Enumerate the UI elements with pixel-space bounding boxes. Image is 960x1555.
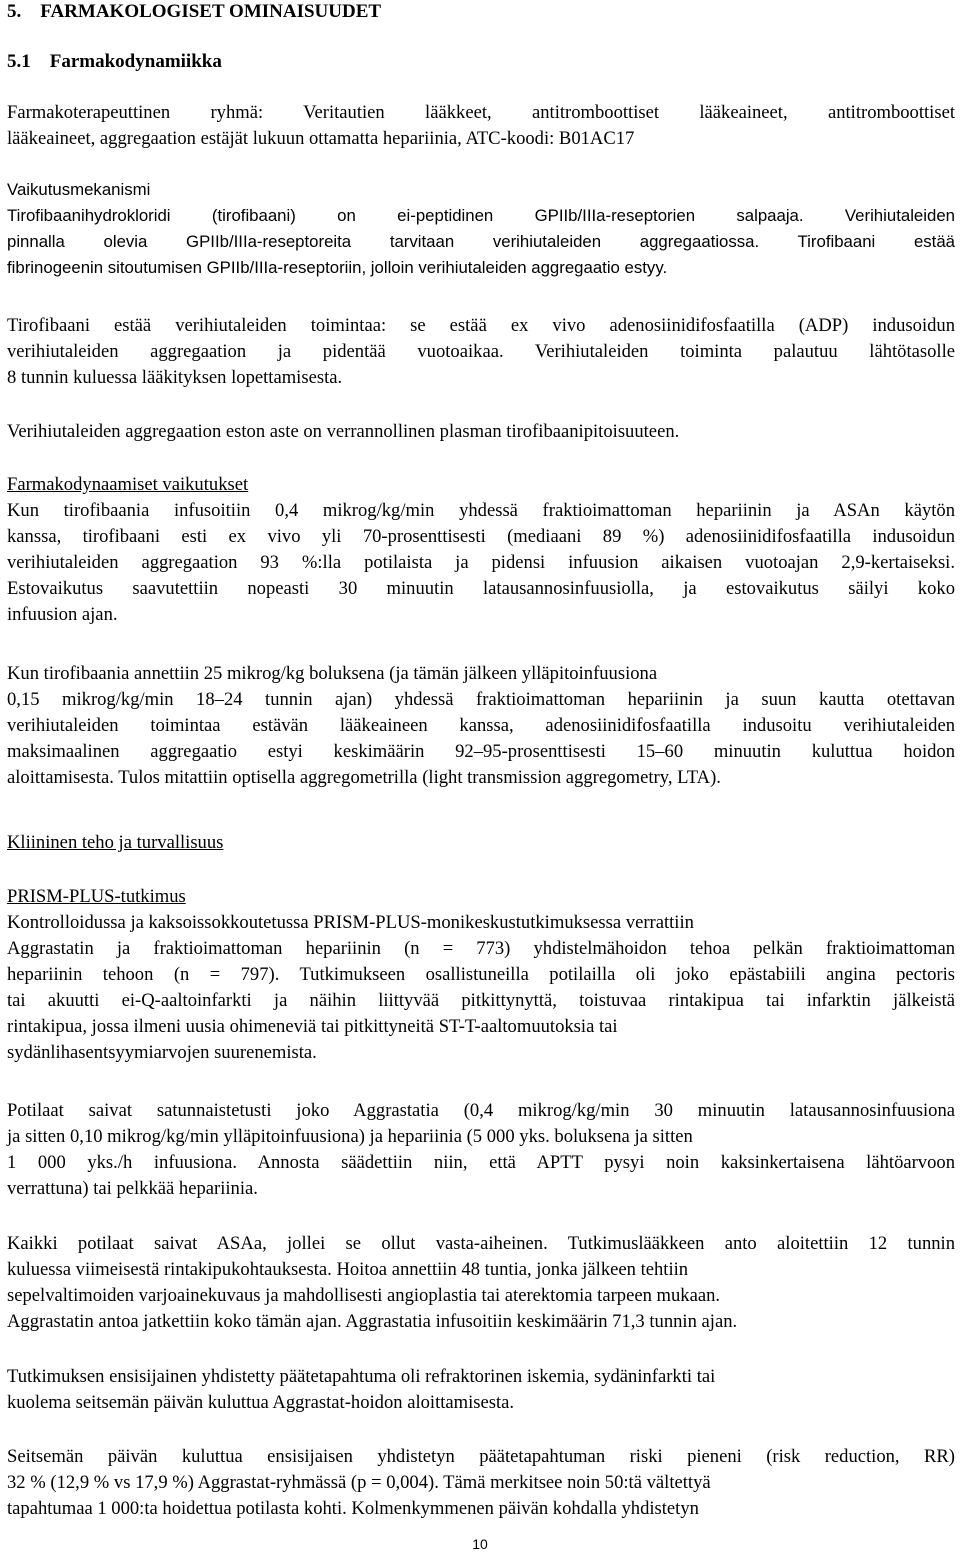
mechanism-section — [7, 177, 955, 281]
text-line: 0,15 mikrog/kg/min 18–24 tunnin ajan) yhdessä fraktioimattoman hepariinin ja suun kautta otettavan — [7, 689, 955, 710]
text-line: Kun tirofibaania infusoitiin 0,4 mikrog/kg/min yhdessä fraktioimattoman hepariinin ja ASAn käytön — [7, 500, 955, 521]
text-line: 8 tunnin kuluessa lääkityksen lopettamisesta. — [7, 367, 343, 388]
text-line: Aggrastatin ja fraktioimattoman hepariinin (n = 773) yhdistelmähoidon tehoa pelkän fraktioimattoman — [7, 938, 955, 959]
randomization-paragraph — [7, 1098, 955, 1202]
mechanism-title: Vaikutusmekanismi — [7, 180, 151, 199]
text-line: tapahtumaa 1 000:ta hoidettua potilasta kohti. Kolmenkymmenen päivän kohdalla yhdistetyn — [7, 1498, 699, 1519]
therapeutic-group-paragraph — [7, 100, 955, 152]
section-heading: 5. FARMAKOLOGISET OMINAISUUDET — [7, 1, 382, 22]
text-line: Aggrastatin antoa jatkettiin koko tämän ajan. Aggrastatia infusoitiin keskimäärin 71,3 tunnin ajan. — [7, 1311, 738, 1332]
text-line: Farmakoterapeuttinen ryhmä: Veritautien lääkkeet, antitromboottiset lääkeaineet, antitromboottiset — [7, 102, 955, 123]
clinical-heading-block — [7, 830, 955, 856]
text-line: tai akuutti ei-Q-aaltoinfarkti ja näihin liittyvää pitkittynyttä, toistuvaa rintakipua tai infarktin jälkeistä — [7, 990, 955, 1011]
text-line: hepariinin tehoon (n = 797). Tutkimukseen osallistuneilla potilailla oli joko epästabiili angina pectoris — [7, 964, 955, 985]
text-line: ja sitten 0,10 mikrog/kg/min ylläpitoinfuusiona) ja hepariinia (5 000 yks. boluksena ja sitten — [7, 1126, 693, 1147]
proportional-paragraph — [7, 419, 955, 445]
text-line: Potilaat saivat satunnaistetusti joko Aggrastatia (0,4 mikrog/kg/min 30 minuutin latausannosinfuusiona — [7, 1100, 955, 1121]
text-line: verrattuna) tai pelkkää hepariinia. — [7, 1178, 258, 1199]
text-line: Kontrolloidussa ja kaksoissokkoutetussa PRISM-PLUS-monikeskustutkimuksessa verrattiin — [7, 912, 694, 933]
pharmacodynamic-effects-section — [7, 472, 955, 628]
text-line: Tutkimuksen ensisijainen yhdistetty päätetapahtuma oli refraktorinen iskemia, sydäninfarkti tai — [7, 1366, 716, 1387]
text-line: 1 000 yks./h infuusiona. Annosta säädettiin niin, että APTT pysyi noin kaksinkertaisena lähtöarvoon — [7, 1152, 955, 1173]
text-line: verihiutaleiden aggregaation ja pidentää vuotoaikaa. Verihiutaleiden toiminta palautuu lähtötasolle — [7, 341, 955, 362]
text-line: Kun tirofibaania annettiin 25 mikrog/kg boluksena (ja tämän jälkeen ylläpitoinfuusiona — [7, 663, 658, 684]
text-line: 32 % (12,9 % vs 17,9 %) Aggrastat-ryhmässä (p = 0,004). Tämä merkitsee noin 50:tä vältettyä — [7, 1472, 711, 1493]
asa-paragraph — [7, 1231, 955, 1335]
text-line: kanssa, tirofibaani esti ex vivo yli 70-prosenttisesti (mediaani 89 %) adenosiinidifosfaatilla indusoidun — [7, 526, 955, 547]
text-line: fibrinogeenin sitoutumisen GPIIb/IIIa-reseptoriin, jolloin verihiutaleiden aggregaatio estyy. — [7, 258, 668, 277]
page-number: 10 — [472, 1536, 488, 1552]
text-line: infuusion ajan. — [7, 604, 118, 625]
text-line: Verihiutaleiden aggregaation eston aste on verrannollinen plasman tirofibaanipitoisuuteen. — [7, 421, 680, 442]
endpoint-paragraph — [7, 1364, 955, 1416]
pharmacodynamic-effects-title: Farmakodynaamiset vaikutukset — [7, 474, 249, 495]
prism-plus-section — [7, 884, 955, 1066]
text-line: kuluessa viimeisestä rintakipukohtauksesta. Hoitoa annettiin 48 tuntia, jonka jälkeen tehtiin — [7, 1259, 689, 1280]
prism-plus-title: PRISM-PLUS-tutkimus — [7, 886, 186, 907]
text-line: verihiutaleiden aggregaation 93 %:lla potilaista ja pidensi infuusion aikaisen vuotoajan 2,9-kertaiseksi. — [7, 552, 955, 573]
result-paragraph — [7, 1444, 955, 1522]
bolus-paragraph — [7, 661, 955, 791]
clinical-heading: Kliininen teho ja turvallisuus — [7, 832, 224, 853]
text-line: verihiutaleiden toimintaa estävän lääkeaineen kanssa, adenosiinidifosfaatilla indusoitu verihiutaleiden — [7, 715, 955, 736]
text-line: maksimaalinen aggregaatio estyi keskimäärin 92–95-prosenttisesti 15–60 minuutin kuluttua hoidon — [7, 741, 955, 762]
text-line: Estovaikutus saavutettiin nopeasti 30 minuutin latausannosinfuusiolla, ja estovaikutus säilyi koko — [7, 578, 955, 599]
text-line: aloittamisesta. Tulos mitattiin optisella aggregometrilla (light transmission aggregometry, LTA). — [7, 767, 721, 788]
text-line: lääkeaineet, aggregaation estäjät lukuun ottamatta hepariinia, ATC-koodi: B01AC17 — [7, 128, 635, 149]
text-line: sydänlihasentsyymiarvojen suurenemista. — [7, 1042, 317, 1063]
text-line: Kaikki potilaat saivat ASAa, jollei se ollut vasta-aiheinen. Tutkimuslääkkeen anto aloitettiin 12 tunnin — [7, 1233, 955, 1254]
text-line: rintakipua, jossa ilmeni uusia ohimeneviä tai pitkittyneitä ST-T-aaltomuutoksia tai — [7, 1016, 618, 1037]
text-line: Tirofibaanihydrokloridi (tirofibaani) on ei-peptidinen GPIIb/IIIa-reseptorien salpaaja. Verihiutaleiden — [7, 206, 955, 225]
text-line: Seitsemän päivän kuluttua ensisijaisen yhdistetyn päätetapahtuman riski pieneni (risk reduction, RR) — [7, 1446, 955, 1467]
subsection-heading: 5.1 Farmakodynamiikka — [7, 51, 222, 72]
text-line: Tirofibaani estää verihiutaleiden toimintaa: se estää ex vivo adenosiinidifosfaatilla (ADP) indusoidun — [7, 315, 955, 336]
text-line: sepelvaltimoiden varjoainekuvaus ja mahdollisesti angioplastia tai aterektomia tarpeen mukaan. — [7, 1285, 721, 1306]
inhibition-paragraph — [7, 313, 955, 391]
text-line: pinnalla olevia GPIIb/IIIa-reseptoreita tarvitaan verihiutaleiden aggregaatiossa. Tirofibaani estää — [7, 232, 955, 251]
text-line: kuolema seitsemän päivän kuluttua Aggrastat-hoidon aloittamisesta. — [7, 1392, 515, 1413]
